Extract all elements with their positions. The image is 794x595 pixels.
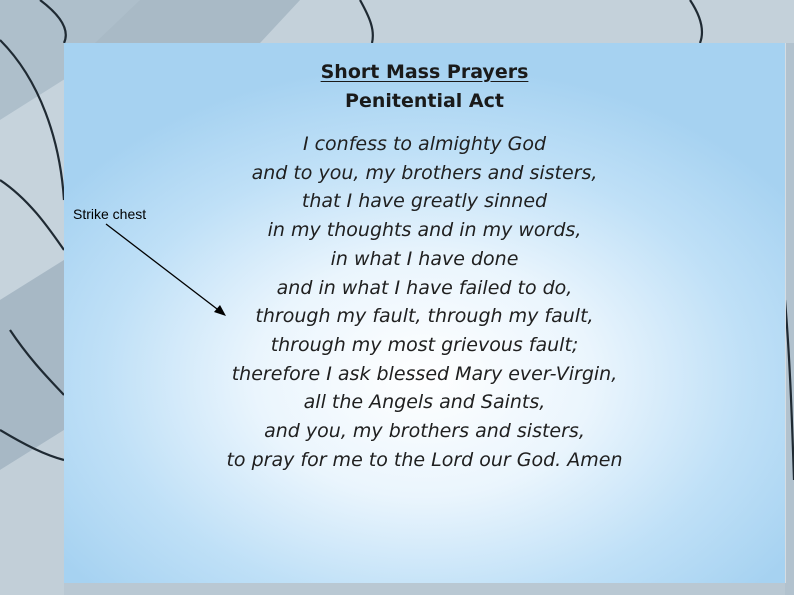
prayer-line: all the Angels and Saints, [303,391,546,414]
prayer-text [64,130,785,474]
prayer-line: that I have greatly sinned [301,190,548,213]
prayer-line: to pray for me to the Lord our God. Amen [226,448,623,471]
annotation-label: Strike chest [73,206,147,222]
prayer-line: therefore I ask blessed Mary ever-Virgin, [231,362,618,385]
prayer-line: and you, my brothers and sisters, [264,420,585,443]
prayer-line: in my thoughts and in my words, [267,219,582,242]
prayer-line: I confess to almighty God [302,133,547,155]
slide [64,43,786,583]
prayer-line: through my most grievous fault; [270,333,579,356]
prayer-line: in what I have done [330,247,519,270]
prayer-line: through my fault, through my fault, [255,305,594,328]
slide-subtitle: Penitential Act [345,90,504,112]
slide-title: Short Mass Prayers [320,61,529,83]
prayer-line: and to you, my brothers and sisters, [251,161,598,184]
prayer-line: and in what I have failed to do, [276,276,573,299]
